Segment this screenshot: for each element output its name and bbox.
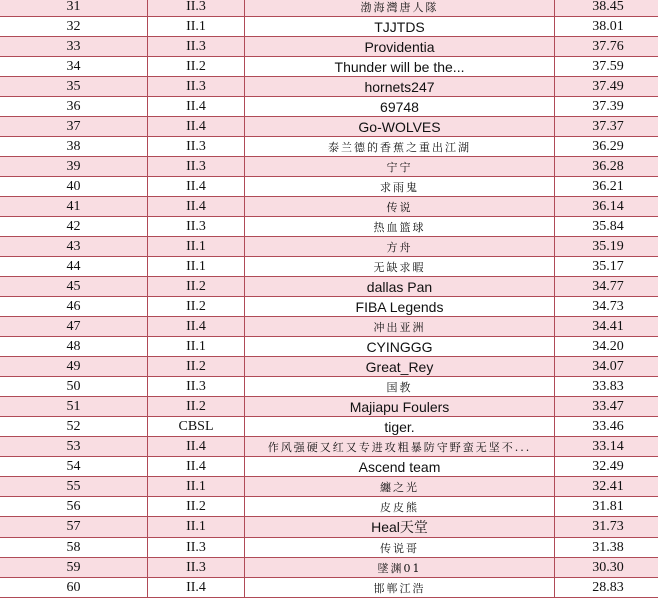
rank-cell: 49 — [0, 357, 148, 377]
score-cell: 30.30 — [555, 558, 658, 578]
score-cell: 32.41 — [555, 477, 658, 497]
score-cell: 35.84 — [555, 217, 658, 237]
league-cell: II.3 — [148, 77, 245, 97]
table-row — [0, 117, 658, 137]
league-cell: II.1 — [148, 477, 245, 497]
table-row — [0, 37, 658, 57]
team-name-cell: 热血篮球 — [245, 217, 555, 237]
table-row — [0, 337, 658, 357]
rank-cell: 55 — [0, 477, 148, 497]
league-cell: II.4 — [148, 117, 245, 137]
team-name-cell: Heal天堂 — [245, 517, 555, 538]
score-cell: 28.83 — [555, 578, 658, 598]
team-name-cell: 传说哥 — [245, 538, 555, 558]
table-row — [0, 137, 658, 157]
team-name-cell: tiger. — [245, 417, 555, 437]
rank-cell: 46 — [0, 297, 148, 317]
table-row — [0, 77, 658, 97]
team-name-cell: FIBA Legends — [245, 297, 555, 317]
team-name-cell: CYINGGG — [245, 337, 555, 357]
table-row — [0, 257, 658, 277]
team-name-cell: Go-WOLVES — [245, 117, 555, 137]
table-row — [0, 437, 658, 457]
table-row — [0, 57, 658, 77]
score-cell: 34.41 — [555, 317, 658, 337]
league-cell: II.1 — [148, 337, 245, 357]
score-cell: 36.21 — [555, 177, 658, 197]
score-cell: 33.83 — [555, 377, 658, 397]
team-name-cell: 69748 — [245, 97, 555, 117]
table-row — [0, 217, 658, 237]
league-cell: II.1 — [148, 237, 245, 257]
league-cell: II.4 — [148, 437, 245, 457]
score-cell: 35.19 — [555, 237, 658, 257]
league-cell: II.4 — [148, 177, 245, 197]
rank-cell: 32 — [0, 17, 148, 37]
score-cell: 37.76 — [555, 37, 658, 57]
league-cell: II.4 — [148, 578, 245, 598]
score-cell: 32.49 — [555, 457, 658, 477]
rank-cell: 54 — [0, 457, 148, 477]
table-row — [0, 0, 658, 17]
table-row — [0, 457, 658, 477]
team-name-cell: TJJTDS — [245, 17, 555, 37]
rank-cell: 43 — [0, 237, 148, 257]
team-name-cell: 泰兰德的香蕉之重出江湖 — [245, 137, 555, 157]
table-row — [0, 17, 658, 37]
table-row — [0, 578, 658, 598]
team-name-cell: Great_Rey — [245, 357, 555, 377]
team-name-cell: 传说 — [245, 197, 555, 217]
score-cell: 37.49 — [555, 77, 658, 97]
league-cell: II.4 — [148, 317, 245, 337]
table-row — [0, 417, 658, 437]
rank-cell: 37 — [0, 117, 148, 137]
team-name-cell: Ascend team — [245, 457, 555, 477]
rank-cell: 52 — [0, 417, 148, 437]
rank-cell: 60 — [0, 578, 148, 598]
league-cell: II.3 — [148, 137, 245, 157]
league-cell: II.4 — [148, 97, 245, 117]
table-row — [0, 377, 658, 397]
table-row — [0, 157, 658, 177]
table-row — [0, 197, 658, 217]
table-row — [0, 497, 658, 517]
rank-cell: 51 — [0, 397, 148, 417]
rank-cell: 34 — [0, 57, 148, 77]
rank-cell: 31 — [0, 0, 148, 17]
score-cell: 31.81 — [555, 497, 658, 517]
team-name-cell: 墜渊01 — [245, 558, 555, 578]
rank-cell: 58 — [0, 538, 148, 558]
league-cell: II.3 — [148, 538, 245, 558]
team-name-cell: dallas Pan — [245, 277, 555, 297]
score-cell: 35.17 — [555, 257, 658, 277]
rank-cell: 41 — [0, 197, 148, 217]
league-cell: CBSL — [148, 417, 245, 437]
rank-cell: 33 — [0, 37, 148, 57]
league-cell: II.3 — [148, 0, 245, 17]
team-name-cell: 求雨鬼 — [245, 177, 555, 197]
rank-cell: 56 — [0, 497, 148, 517]
score-cell: 37.39 — [555, 97, 658, 117]
score-cell: 34.07 — [555, 357, 658, 377]
team-name-cell: 无缺求暇 — [245, 257, 555, 277]
team-name-cell: Majiapu Foulers — [245, 397, 555, 417]
league-cell: II.4 — [148, 457, 245, 477]
rank-cell: 59 — [0, 558, 148, 578]
table-row — [0, 177, 658, 197]
table-row — [0, 517, 658, 538]
team-name-cell: 纏之光 — [245, 477, 555, 497]
table-row — [0, 237, 658, 257]
table-row — [0, 317, 658, 337]
table-row — [0, 397, 658, 417]
league-cell: II.3 — [148, 217, 245, 237]
league-cell: II.2 — [148, 497, 245, 517]
score-cell: 33.14 — [555, 437, 658, 457]
table-row — [0, 357, 658, 377]
rank-cell: 47 — [0, 317, 148, 337]
rank-cell: 38 — [0, 137, 148, 157]
league-cell: II.3 — [148, 37, 245, 57]
team-name-cell: Providentia — [245, 37, 555, 57]
rank-cell: 39 — [0, 157, 148, 177]
rank-cell: 35 — [0, 77, 148, 97]
score-cell: 31.38 — [555, 538, 658, 558]
league-cell: II.3 — [148, 377, 245, 397]
rank-cell: 44 — [0, 257, 148, 277]
league-cell: II.2 — [148, 57, 245, 77]
rank-cell: 45 — [0, 277, 148, 297]
score-cell: 34.73 — [555, 297, 658, 317]
league-cell: II.2 — [148, 357, 245, 377]
score-cell: 37.59 — [555, 57, 658, 77]
team-name-cell: 国教 — [245, 377, 555, 397]
team-name-cell: 渤海灣唐人隊 — [245, 0, 555, 17]
team-name-cell: 作风强硬又红又专进攻粗暴防守野蛮无坚不... — [245, 437, 555, 457]
team-name-cell: Thunder will be the... — [245, 57, 555, 77]
score-cell: 31.73 — [555, 517, 658, 538]
team-name-cell: 邯郸江浩 — [245, 578, 555, 598]
table-row — [0, 538, 658, 558]
table-row — [0, 97, 658, 117]
team-name-cell: 宁宁 — [245, 157, 555, 177]
rank-cell: 40 — [0, 177, 148, 197]
rank-cell: 42 — [0, 217, 148, 237]
league-cell: II.2 — [148, 397, 245, 417]
score-cell: 36.14 — [555, 197, 658, 217]
league-cell: II.1 — [148, 517, 245, 538]
league-cell: II.4 — [148, 197, 245, 217]
league-cell: II.1 — [148, 17, 245, 37]
score-cell: 38.45 — [555, 0, 658, 17]
score-cell: 36.28 — [555, 157, 658, 177]
table-row — [0, 297, 658, 317]
score-cell: 33.46 — [555, 417, 658, 437]
team-name-cell: hornets247 — [245, 77, 555, 97]
league-cell: II.3 — [148, 157, 245, 177]
league-cell: II.2 — [148, 297, 245, 317]
table-row — [0, 477, 658, 497]
rank-cell: 50 — [0, 377, 148, 397]
league-cell: II.1 — [148, 257, 245, 277]
table-row — [0, 277, 658, 297]
score-cell: 34.20 — [555, 337, 658, 357]
table-row — [0, 558, 658, 578]
league-cell: II.3 — [148, 558, 245, 578]
score-cell: 33.47 — [555, 397, 658, 417]
score-cell: 37.37 — [555, 117, 658, 137]
league-cell: II.2 — [148, 277, 245, 297]
rank-cell: 36 — [0, 97, 148, 117]
score-cell: 34.77 — [555, 277, 658, 297]
rank-cell: 48 — [0, 337, 148, 357]
rank-cell: 57 — [0, 517, 148, 538]
score-cell: 36.29 — [555, 137, 658, 157]
score-cell: 38.01 — [555, 17, 658, 37]
rank-cell: 53 — [0, 437, 148, 457]
team-name-cell: 冲出亚洲 — [245, 317, 555, 337]
team-name-cell: 方舟 — [245, 237, 555, 257]
team-name-cell: 皮皮熊 — [245, 497, 555, 517]
